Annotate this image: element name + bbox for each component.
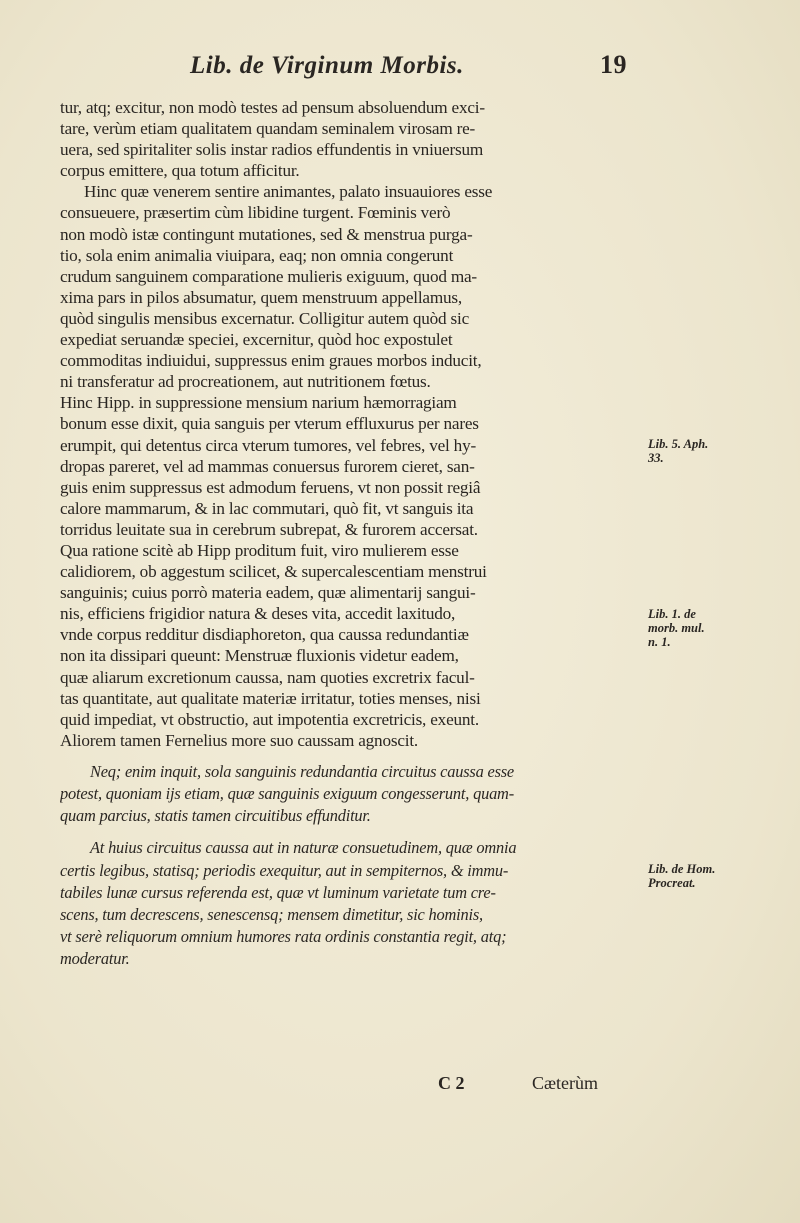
text-line: commoditas indiuidui, suppressus enim graues morbos inducit, — [60, 351, 482, 371]
text-line: torridus leuitate sua in cerebrum subrepat, & furorem accersat. — [60, 519, 478, 539]
text-line: bonum esse dixit, quia sanguis per vterum effluxurus per nares — [60, 414, 479, 434]
text-line: vnde corpus redditur disdiaphoreton, qua caussa redundantiæ — [60, 625, 469, 645]
quote-line: certis legibus, statisq; periodis exequitur, aut in sempiternos, & immu- — [60, 860, 509, 880]
text-line: Aliorem tamen Fernelius more suo caussam agnoscit. — [60, 730, 419, 750]
main-text — [60, 97, 642, 971]
quote-line: moderatur. — [60, 949, 130, 969]
text-line: crudum sanguinem comparatione mulieris exiguum, quod ma- — [60, 266, 477, 286]
text-line: calore mammarum, & in lac commutari, quò fit, vt sanguis ita — [60, 498, 474, 518]
text-line: tio, sola enim animalia viuipara, eaq; non omnia congerunt — [60, 245, 454, 265]
text-line: expediat seruandæ speciei, excernitur, quòd hoc expostulet — [60, 330, 453, 350]
text-line: uera, sed spiritaliter solis instar radios effundentis in vniuersum — [60, 140, 484, 160]
text-line: quid impediat, vt obstructio, aut impotentia excretricis, exeunt. — [60, 709, 479, 729]
margin-note-hom: Lib. de Hom. Procreat. — [648, 862, 716, 890]
quote-line: potest, quoniam ijs etiam, quæ sanguinis exiguum congesserunt, quam- — [60, 784, 514, 804]
text-line: quòd singulis mensibus excernatur. Colligitur autem quòd sic — [60, 308, 470, 328]
text-line: tur, atq; excitur, non modò testes ad pensum absoluendum exci- — [60, 98, 485, 117]
text-line: erumpit, qui detentus circa vterum tumores, vel febres, vel hy- — [60, 435, 476, 455]
catchword: Cæterùm — [532, 1073, 598, 1093]
quote-line: scens, tum decrescens, senescensq; mensem dimetitur, sic hominis, — [60, 905, 483, 925]
text-line: non modò istæ contingunt mutationes, sed & menstrua purga- — [60, 224, 473, 244]
text-line: dropas pareret, vel ad mammas conuersus furorem cieret, san- — [60, 456, 475, 476]
running-title: Lib. de Virginum Morbis. — [190, 52, 464, 79]
text-line: Hinc quæ venerem sentire animantes, palato insuauiores esse — [84, 182, 493, 202]
text-line: calidiorem, ob aggestum scilicet, & supercalescentiam menstrui — [60, 562, 487, 582]
margin-note-aph: Lib. 5. Aph. 33. — [648, 437, 709, 465]
quote-line: At huius circuitus caussa aut in naturæ consuetudinem, quæ omnia — [90, 838, 517, 858]
text-line: ni transferatur ad procreationem, aut nutritionem fœtus. — [60, 372, 431, 392]
text-line: Qua ratione scitè ab Hipp proditum fuit, viro mulierem esse — [60, 540, 459, 560]
quote-line: quam parcius, statis tamen circuitibus effunditur. — [60, 806, 371, 826]
text-line: quæ aliarum excretionum caussa, nam quoties excretrix facul- — [60, 667, 475, 687]
text-line: tare, verùm etiam qualitatem quandam seminalem virosam re- — [60, 119, 476, 139]
text-line: tas quantitate, aut qualitate materiæ irritatur, toties menses, nisi — [60, 688, 481, 708]
page-number: 19 — [600, 50, 627, 79]
text-line: sanguinis; cuius porrò materia eadem, quæ alimentarij sangui- — [60, 583, 476, 603]
text-line: corpus emittere, qua totum afficitur. — [60, 161, 300, 181]
signature-mark: C 2 — [438, 1073, 465, 1093]
text-line: xima pars in pilos absumatur, quem menstruum appellamus, — [60, 287, 462, 307]
text-line: guis enim suppressus est admodum feruens, vt non possit regiâ — [60, 477, 481, 497]
text-line: Hinc Hipp. in suppressione mensium narium hæmorragiam — [60, 393, 457, 413]
text-line: non ita dissipari queunt: Menstruæ fluxionis videtur eadem, — [60, 646, 459, 666]
text-line: consueuere, præsertim cùm libidine turgent. Fœminis verò — [60, 203, 451, 223]
text-line: nis, efficiens frigidior natura & deses vita, accedit laxitudo, — [60, 604, 456, 624]
quote-line: vt serè reliquorum omnium humores rata ordinis constantia regit, atq; — [60, 927, 507, 947]
margin-note-morb: Lib. 1. de morb. mul. n. 1. — [648, 607, 705, 649]
quote-line: Neq; enim inquit, sola sanguinis redundantia circuitus caussa esse — [90, 761, 515, 781]
quote-line: tabiles lunæ cursus referenda est, quæ vt luminum varietate tum cre- — [60, 882, 496, 902]
